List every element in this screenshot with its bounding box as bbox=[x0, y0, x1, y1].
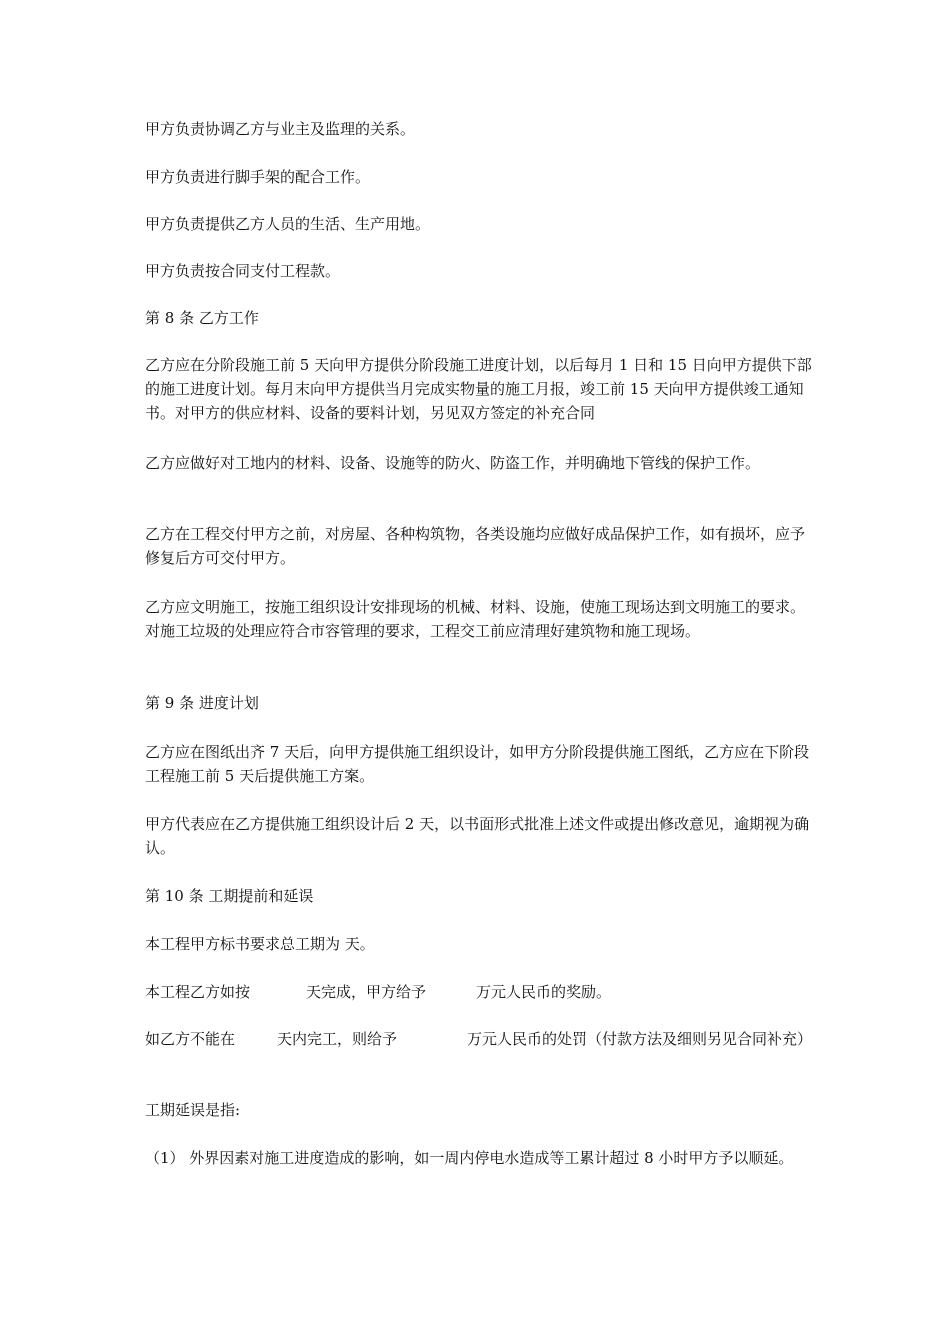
clause-bonus bbox=[145, 980, 813, 1004]
clause-party-a-payment: 甲方负责按合同支付工程款。 bbox=[145, 262, 341, 280]
penalty-text-3: 万元人民币的处罚（付款方法及细则另见合同补充） bbox=[467, 1030, 813, 1048]
bonus-text-2: 天完成，甲方给予 bbox=[306, 983, 427, 1001]
bonus-text-1: 本工程乙方如按 bbox=[145, 983, 251, 1001]
clause-penalty bbox=[145, 1027, 813, 1051]
clause-party-b-protection: 乙方在工程交付甲方之前，对房屋、各种构筑物，各类设施均应做好成品保护工作，如有损坏，应予修复后方可交付甲方。 bbox=[145, 525, 806, 567]
clause-party-a-scaffolding: 甲方负责进行脚手架的配合工作。 bbox=[145, 168, 371, 186]
clause-approval: 甲方代表应在乙方提供施工组织设计后 2 天，以书面形式批准上述文件或提出修改意见，逾期视为确认。 bbox=[145, 815, 810, 857]
heading-article-10: 第 10 条 工期提前和延误 bbox=[145, 887, 314, 905]
heading-article-9: 第 9 条 进度计划 bbox=[145, 694, 259, 712]
penalty-text-1: 如乙方不能在 bbox=[145, 1030, 236, 1048]
clause-party-b-civilized: 乙方应文明施工，按施工组织设计安排现场的机械、材料、设施，使施工现场达到文明施工的要求。对施工垃圾的处理应符合市容管理的要求，工程交工前应清理好建筑物和施工现场。 bbox=[145, 598, 806, 640]
clause-party-a-land: 甲方负责提供乙方人员的生活、生产用地。 bbox=[145, 215, 431, 233]
clause-construction-design: 乙方应在图纸出齐 7 天后，向甲方提供施工组织设计，如甲方分阶段提供施工图纸，乙方应在下阶段工程施工前 5 天后提供施工方案。 bbox=[145, 743, 810, 785]
clause-party-b-schedule: 乙方应在分阶段施工前 5 天向甲方提供分阶段施工进度计划，以后每月 1 日和 15 日向甲方提供下部的施工进度计划。每月末向甲方提供当月完成实物量的施工月报，竣工前 15 天向甲方提供竣工通知书。对甲方的供应材料、设备的要料计划，另见双方签定的补充合同 bbox=[145, 356, 812, 422]
heading-article-8: 第 8 条 乙方工作 bbox=[145, 309, 259, 327]
clause-party-a-coordination: 甲方负责协调乙方与业主及监理的关系。 bbox=[145, 120, 416, 138]
penalty-text-2: 天内完工，则给予 bbox=[277, 1030, 398, 1048]
delay-item-1: （1） 外界因素对施工进度造成的影响，如一周内停电水造成等工累计超过 8 小时甲方予以顺延。 bbox=[145, 1149, 794, 1167]
delay-definition-intro: 工期延误是指: bbox=[145, 1101, 241, 1119]
clause-total-duration: 本工程甲方标书要求总工期为 天。 bbox=[145, 935, 375, 953]
clause-party-b-fire-theft: 乙方应做好对工地内的材料、设备、设施等的防火、防盗工作，并明确地下管线的保护工作。 bbox=[145, 454, 761, 472]
bonus-text-3: 万元人民币的奖励。 bbox=[476, 983, 612, 1001]
